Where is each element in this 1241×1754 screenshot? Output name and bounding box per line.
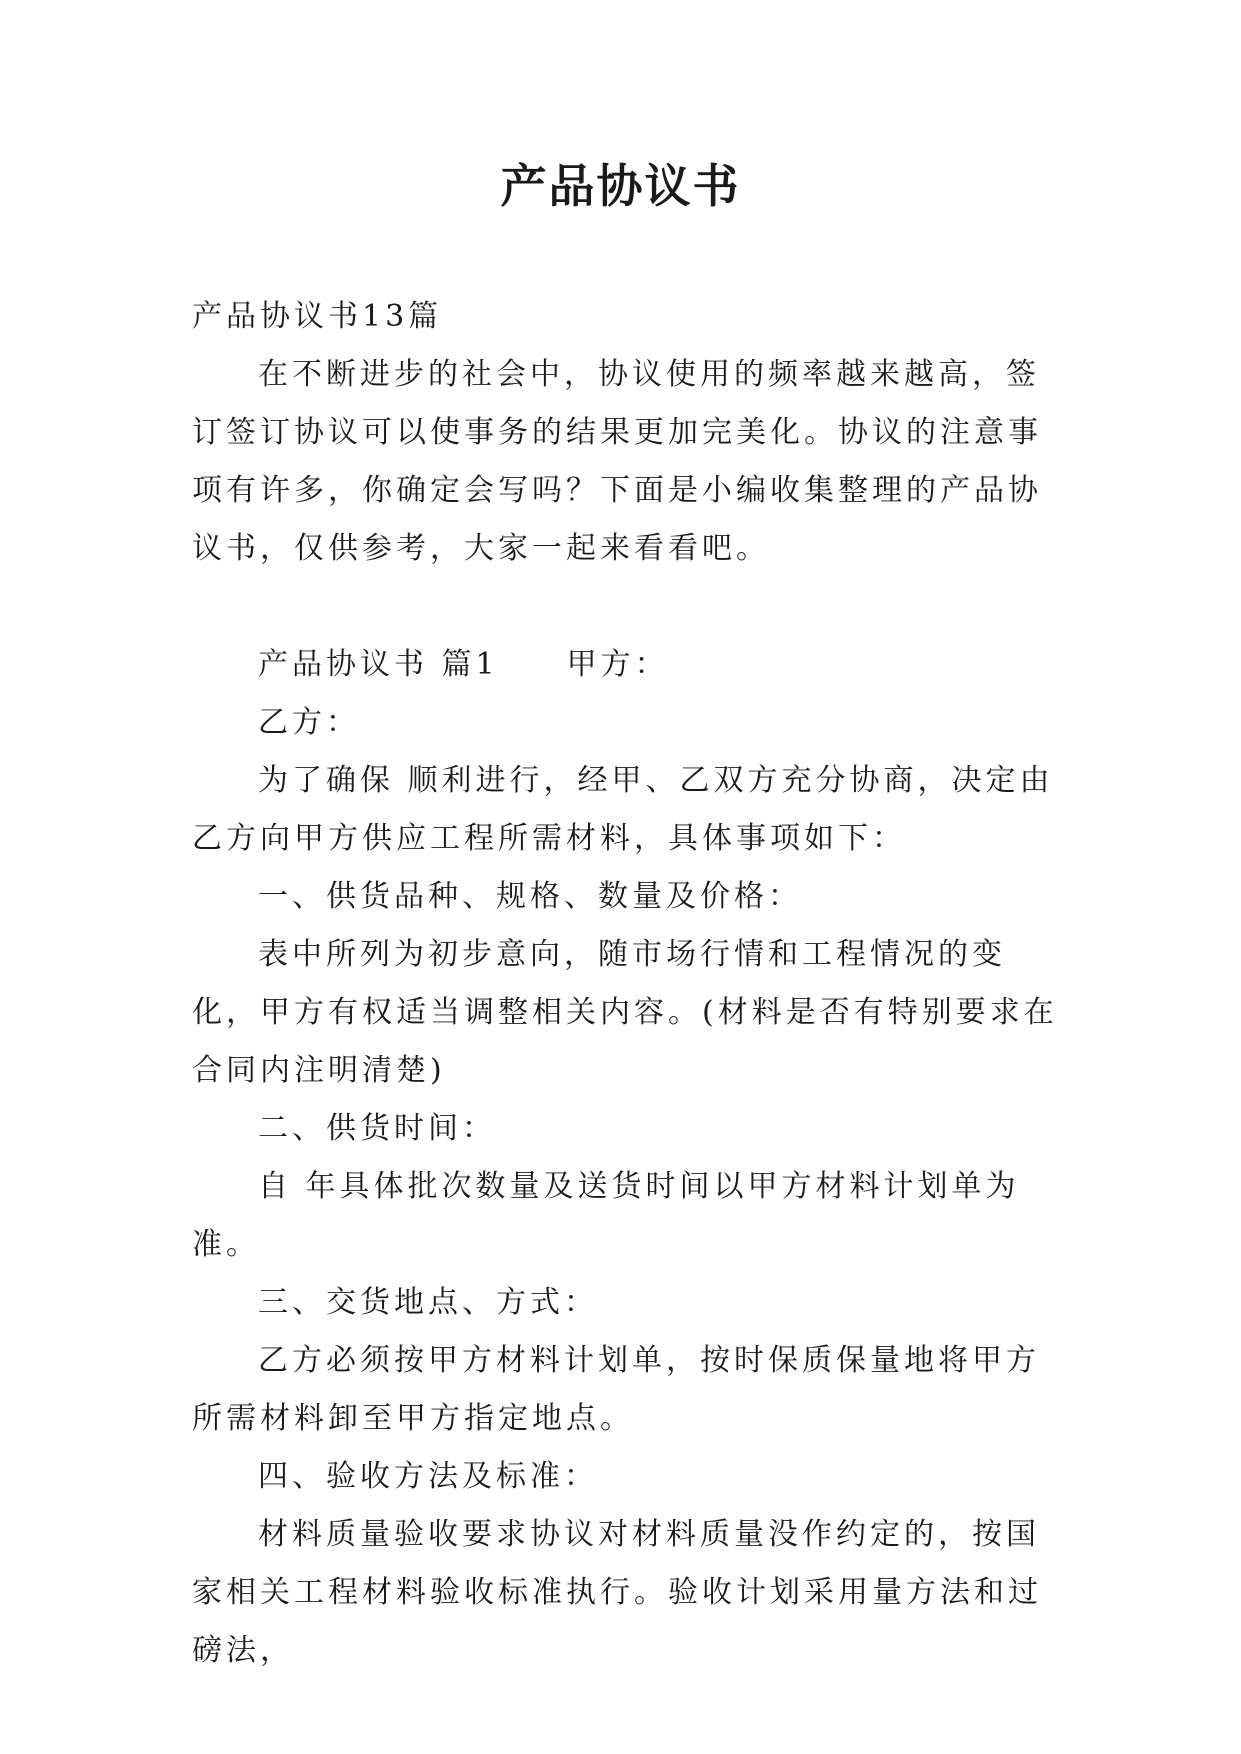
paragraph-purpose: 为了确保 顺利进行，经甲、乙双方充分协商，决定由乙方向甲方供应工程所需材料，具体事项如下： xyxy=(192,763,1054,856)
paragraph-clause-2-heading: 二、供货时间： xyxy=(258,1111,496,1146)
paragraph-clause-1-heading: 一、供货品种、规格、数量及价格： xyxy=(258,879,802,914)
paragraph-clause-2-body: 自 年具体批次数量及送货时间以甲方材料计划单为准。 xyxy=(192,1169,1020,1262)
paragraph-clause-1-body: 表中所列为初步意向，随市场行情和工程情况的变化，甲方有权适当调整相关内容。(材料是否有特别要求在合同内注明清楚) xyxy=(192,937,1058,1088)
paragraph-gap xyxy=(192,578,1062,636)
document-body xyxy=(192,288,1062,1680)
paragraph-intro: 在不断进步的社会中，协议使用的频率越来越高，签订签订协议可以使事务的结果更加完美化。协议的注意事项有许多，你确定会写吗？下面是小编收集整理的产品协议书，仅供参考，大家一起来看看吧。 xyxy=(192,357,1042,566)
paragraph-section-heading: 产品协议书 篇1 甲方： xyxy=(258,647,669,682)
paragraph-party-b: 乙方： xyxy=(258,705,360,740)
document-title: 产品协议书 xyxy=(500,159,741,213)
paragraph-subtitle: 产品协议书13篇 xyxy=(192,299,443,334)
paragraph-clause-4-heading: 四、验收方法及标准： xyxy=(258,1459,598,1494)
paragraph-clause-3-heading: 三、交货地点、方式： xyxy=(258,1285,598,1320)
paragraph-clause-3-body: 乙方必须按甲方材料计划单，按时保质保量地将甲方所需材料卸至甲方指定地点。 xyxy=(192,1343,1040,1436)
paragraph-clause-4-body: 材料质量验收要求协议对材料质量没作约定的，按国家相关工程材料验收标准执行。验收计划采用量方法和过磅法， xyxy=(192,1517,1042,1668)
